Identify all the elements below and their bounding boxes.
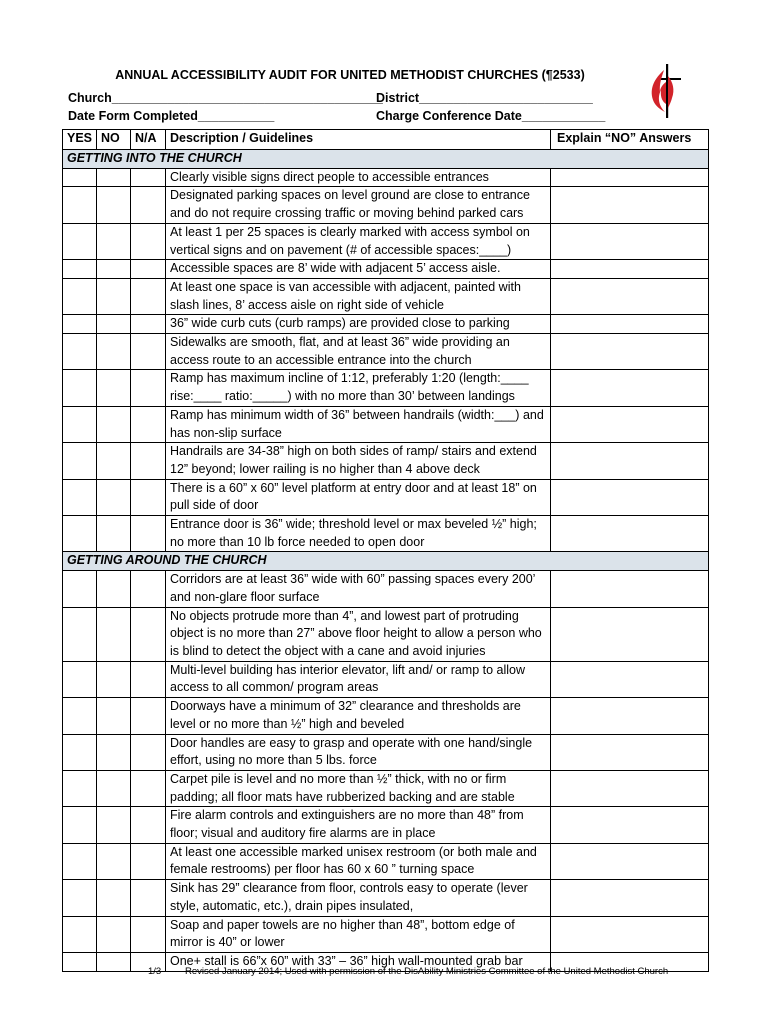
yes-cell[interactable]: [63, 698, 97, 734]
description-cell: No objects protrude more than 4”, and lowest part of protruding object is no more than 27” above floor height to allow a person who is blind to detect the object with a cane and avoid injuries: [166, 607, 551, 661]
table-row: [63, 807, 709, 843]
explain-cell[interactable]: [551, 571, 709, 607]
no-cell[interactable]: [97, 952, 131, 971]
no-cell[interactable]: [97, 916, 131, 952]
description-cell: Multi-level building has interior elevator, lift and/ or ramp to allow access to all common/ program areas: [166, 661, 551, 697]
yes-cell[interactable]: [63, 770, 97, 806]
table-row: [63, 223, 709, 259]
table-row: [63, 843, 709, 879]
table-row: [63, 334, 709, 370]
yes-cell[interactable]: [63, 187, 97, 223]
description-cell: Ramp has maximum incline of 1:12, preferably 1:20 (length:____ rise:____ ratio:_____) with no more than 30’ between landings: [166, 370, 551, 406]
table-row: [63, 661, 709, 697]
na-cell[interactable]: [131, 698, 166, 734]
yes-cell[interactable]: [63, 516, 97, 552]
yes-cell[interactable]: [63, 223, 97, 259]
na-cell[interactable]: [131, 734, 166, 770]
yes-cell[interactable]: [63, 370, 97, 406]
col-yes: YES: [63, 130, 97, 150]
description-cell: There is a 60” x 60” level platform at entry door and at least 18” on pull side of door: [166, 479, 551, 515]
yes-cell[interactable]: [63, 278, 97, 314]
explain-cell[interactable]: [551, 168, 709, 187]
table-row: [63, 698, 709, 734]
explain-cell[interactable]: [551, 880, 709, 916]
section-heading-row: [63, 552, 709, 571]
no-cell[interactable]: [97, 807, 131, 843]
no-cell[interactable]: [97, 479, 131, 515]
yes-cell[interactable]: [63, 479, 97, 515]
description-cell: Fire alarm controls and extinguishers are no more than 48” from floor; visual and auditory fire alarms are in place: [166, 807, 551, 843]
explain-cell[interactable]: [551, 843, 709, 879]
explain-cell[interactable]: [551, 443, 709, 479]
table-row: [63, 770, 709, 806]
revision-note: Revised January 2014; Used with permission of the DisAbility Ministries Committee of the United Methodist Church: [185, 966, 669, 977]
description-cell: Doorways have a minimum of 32” clearance and thresholds are level or no more than ½” high and beveled: [166, 698, 551, 734]
explain-cell[interactable]: [551, 734, 709, 770]
description-cell: Accessible spaces are 8’ wide with adjacent 5’ access aisle.: [166, 260, 551, 279]
yes-cell[interactable]: [63, 952, 97, 971]
na-cell[interactable]: [131, 315, 166, 334]
no-cell[interactable]: [97, 187, 131, 223]
explain-cell[interactable]: [551, 607, 709, 661]
description-cell: Soap and paper towels are no higher than 48”, bottom edge of mirror is 40” or lower: [166, 916, 551, 952]
col-na: N/A: [131, 130, 166, 150]
explain-cell[interactable]: [551, 516, 709, 552]
description-cell: Door handles are easy to grasp and operate with one hand/single effort, using no more than 5 lbs. force: [166, 734, 551, 770]
no-cell[interactable]: [97, 223, 131, 259]
table-row: [63, 278, 709, 314]
na-cell[interactable]: [131, 916, 166, 952]
charge-conference-date-field[interactable]: Charge Conference Date____________: [376, 109, 606, 123]
na-cell[interactable]: [131, 880, 166, 916]
explain-cell[interactable]: [551, 278, 709, 314]
yes-cell[interactable]: [63, 661, 97, 697]
table-row: [63, 479, 709, 515]
explain-cell[interactable]: [551, 479, 709, 515]
table-row: [63, 260, 709, 279]
no-cell[interactable]: [97, 571, 131, 607]
explain-cell[interactable]: [551, 661, 709, 697]
church-field[interactable]: Church_______________________________________: [68, 91, 383, 105]
col-explain: Explain “NO” Answers: [551, 130, 709, 150]
na-cell[interactable]: [131, 770, 166, 806]
page-number: 1/3: [148, 966, 162, 977]
no-cell[interactable]: [97, 334, 131, 370]
na-cell[interactable]: [131, 370, 166, 406]
yes-cell[interactable]: [63, 571, 97, 607]
na-cell[interactable]: [131, 260, 166, 279]
no-cell[interactable]: [97, 661, 131, 697]
yes-cell[interactable]: [63, 607, 97, 661]
na-cell[interactable]: [131, 843, 166, 879]
no-cell[interactable]: [97, 843, 131, 879]
explain-cell[interactable]: [551, 406, 709, 442]
na-cell[interactable]: [131, 443, 166, 479]
description-cell: Carpet pile is level and no more than ½” thick, with no or firm padding; all floor mats have rubberized backing and are stable: [166, 770, 551, 806]
description-cell: Corridors are at least 36” wide with 60” passing spaces every 200’ and non-glare floor surface: [166, 571, 551, 607]
table-row: [63, 406, 709, 442]
district-field[interactable]: District_________________________: [376, 91, 593, 105]
na-cell[interactable]: [131, 607, 166, 661]
table-row: [63, 443, 709, 479]
page-title: ANNUAL ACCESSIBILITY AUDIT FOR UNITED METHODIST CHURCHES (¶2533): [115, 68, 585, 82]
section-heading: GETTING AROUND THE CHURCH: [63, 552, 709, 571]
description-cell: Clearly visible signs direct people to accessible entrances: [166, 168, 551, 187]
section-heading: GETTING INTO THE CHURCH: [63, 150, 709, 169]
col-description: Description / Guidelines: [166, 130, 551, 150]
no-cell[interactable]: [97, 260, 131, 279]
description-cell: One+ stall is 66”x 60” with 33” – 36” high wall-mounted grab bar: [166, 952, 551, 971]
explain-cell[interactable]: [551, 334, 709, 370]
audit-table: [62, 129, 709, 972]
no-cell[interactable]: [97, 734, 131, 770]
explain-cell[interactable]: [551, 223, 709, 259]
explain-cell[interactable]: [551, 315, 709, 334]
table-row: [63, 916, 709, 952]
na-cell[interactable]: [131, 571, 166, 607]
description-cell: Ramp has minimum width of 36” between handrails (width:___) and has non-slip surface: [166, 406, 551, 442]
yes-cell[interactable]: [63, 315, 97, 334]
no-cell[interactable]: [97, 315, 131, 334]
description-cell: Handrails are 34-38” high on both sides of ramp/ stairs and extend 12” beyond; lower railing is no higher than 4 above deck: [166, 443, 551, 479]
no-cell[interactable]: [97, 770, 131, 806]
na-cell[interactable]: [131, 223, 166, 259]
description-cell: At least one space is van accessible with adjacent, painted with slash lines, 8’ access aisle on right side of vehicle: [166, 278, 551, 314]
no-cell[interactable]: [97, 370, 131, 406]
col-no: NO: [97, 130, 131, 150]
na-cell[interactable]: [131, 516, 166, 552]
no-cell[interactable]: [97, 406, 131, 442]
section-heading-row: [63, 150, 709, 169]
table-row: [63, 734, 709, 770]
yes-cell[interactable]: [63, 260, 97, 279]
table-header-row: [63, 130, 709, 150]
explain-cell[interactable]: [551, 260, 709, 279]
explain-cell[interactable]: [551, 916, 709, 952]
na-cell[interactable]: [131, 406, 166, 442]
no-cell[interactable]: [97, 278, 131, 314]
na-cell[interactable]: [131, 334, 166, 370]
explain-cell[interactable]: [551, 370, 709, 406]
no-cell[interactable]: [97, 880, 131, 916]
na-cell[interactable]: [131, 479, 166, 515]
description-cell: Sink has 29” clearance from floor, controls easy to operate (lever style, automatic, etc.), drain pipes insulated,: [166, 880, 551, 916]
no-cell[interactable]: [97, 607, 131, 661]
table-row: [63, 370, 709, 406]
description-cell: 36” wide curb cuts (curb ramps) are provided close to parking: [166, 315, 551, 334]
yes-cell[interactable]: [63, 168, 97, 187]
na-cell[interactable]: [131, 187, 166, 223]
table-row: [63, 516, 709, 552]
explain-cell[interactable]: [551, 770, 709, 806]
na-cell[interactable]: [131, 807, 166, 843]
description-cell: Sidewalks are smooth, flat, and at least 36” wide providing an access route to an accessible entrance into the church: [166, 334, 551, 370]
table-row: [63, 168, 709, 187]
description-cell: Entrance door is 36” wide; threshold level or max beveled ½” high; no more than 10 lb force needed to open door: [166, 516, 551, 552]
date-completed-field[interactable]: Date Form Completed___________: [68, 109, 275, 123]
no-cell[interactable]: [97, 168, 131, 187]
yes-cell[interactable]: [63, 734, 97, 770]
description-cell: At least 1 per 25 spaces is clearly marked with access symbol on vertical signs and on pavement (# of accessible spaces:____): [166, 223, 551, 259]
explain-cell[interactable]: [551, 187, 709, 223]
table-row: [63, 571, 709, 607]
table-row: [63, 315, 709, 334]
no-cell[interactable]: [97, 698, 131, 734]
table-row: [63, 607, 709, 661]
explain-cell[interactable]: [551, 698, 709, 734]
yes-cell[interactable]: [63, 443, 97, 479]
description-cell: At least one accessible marked unisex restroom (or both male and female restrooms) per floor has 60 x 60 ” turning space: [166, 843, 551, 879]
yes-cell[interactable]: [63, 843, 97, 879]
cross-and-flame-logo: [645, 62, 685, 120]
yes-cell[interactable]: [63, 807, 97, 843]
description-cell: Designated parking spaces on level ground are close to entrance and do not require crossing traffic or moving behind parked cars: [166, 187, 551, 223]
no-cell[interactable]: [97, 516, 131, 552]
yes-cell[interactable]: [63, 406, 97, 442]
explain-cell[interactable]: [551, 807, 709, 843]
na-cell[interactable]: [131, 168, 166, 187]
yes-cell[interactable]: [63, 334, 97, 370]
table-row: [63, 187, 709, 223]
yes-cell[interactable]: [63, 916, 97, 952]
na-cell[interactable]: [131, 278, 166, 314]
na-cell[interactable]: [131, 661, 166, 697]
table-row: [63, 880, 709, 916]
no-cell[interactable]: [97, 443, 131, 479]
yes-cell[interactable]: [63, 880, 97, 916]
